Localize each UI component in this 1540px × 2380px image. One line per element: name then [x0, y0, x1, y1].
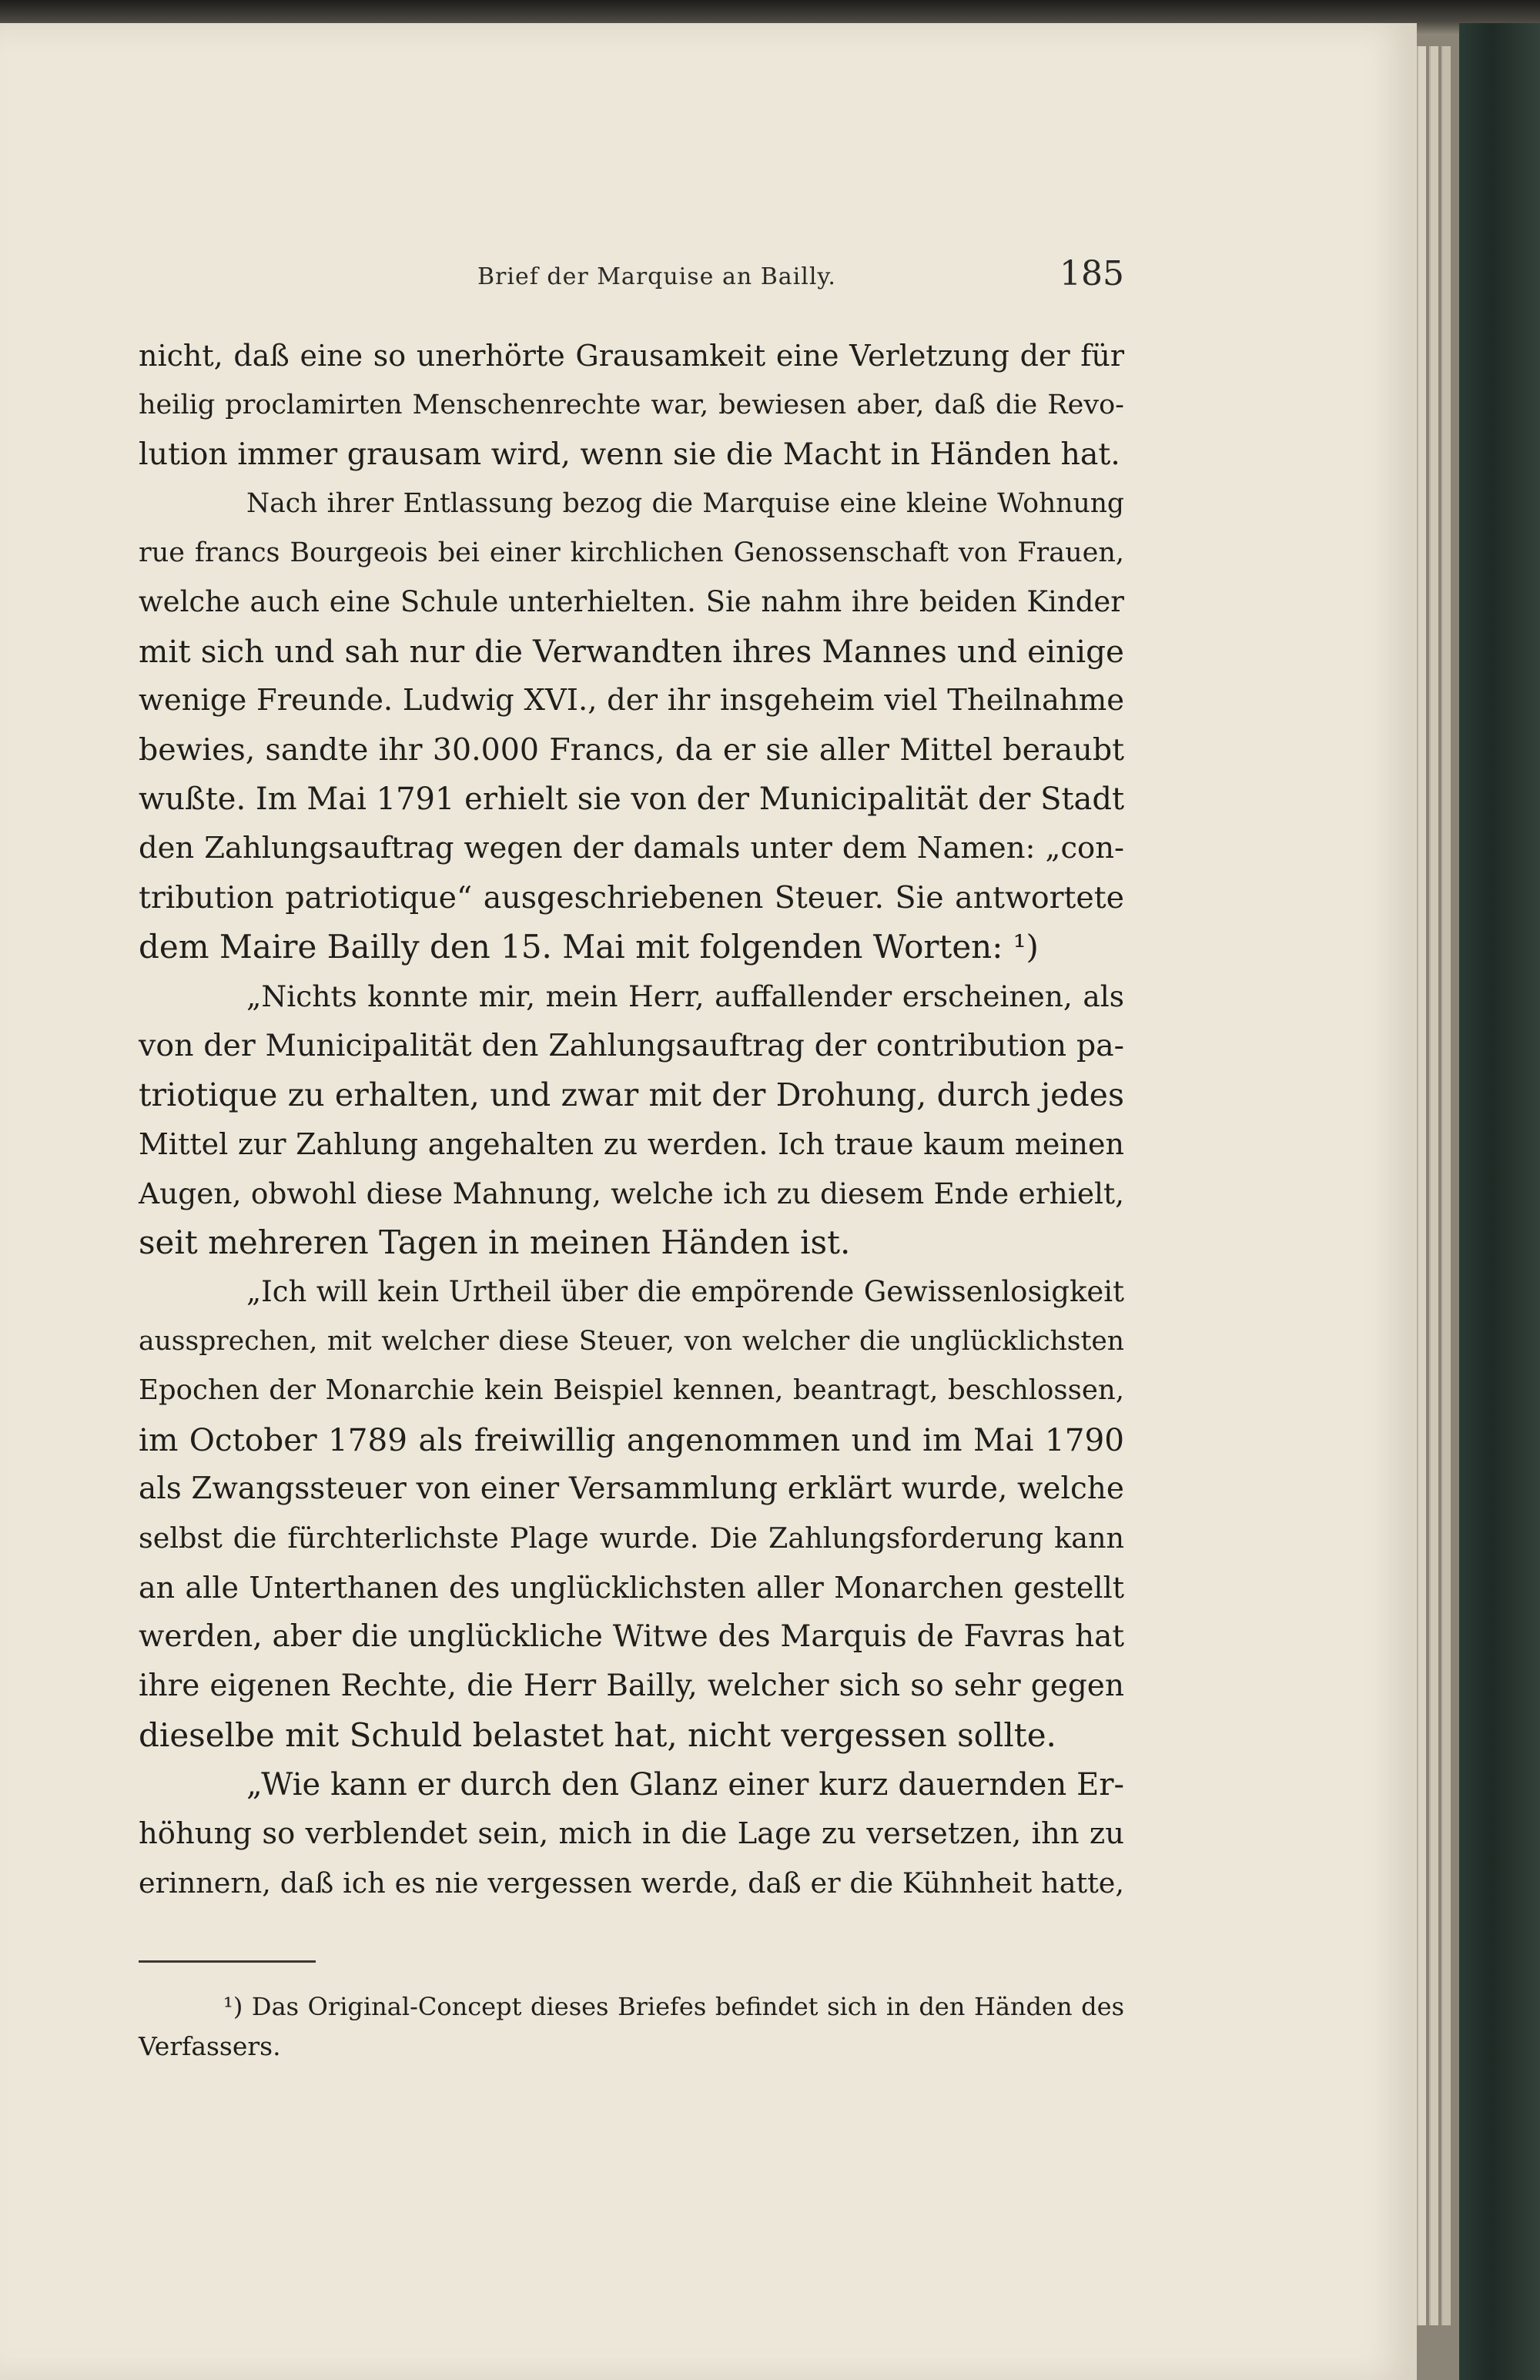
text-line: selbst die fürchterlichste Plage wurde. Die Zahlungsforderung kann: [139, 1521, 1124, 1555]
text-line: „Ich will kein Urtheil über die empörende Gewissenlosigkeit: [246, 1275, 1124, 1308]
text-line: dem Maire Bailly den 15. Mai mit folgenden Worten: ¹): [139, 928, 1039, 966]
text-line: „Wie kann er durch den Glanz einer kurz dauernden Er-: [246, 1767, 1124, 1803]
text-line: wußte. Im Mai 1791 erhielt sie von der Municipalität der Stadt: [139, 782, 1125, 817]
text-line: tribution patriotique“ ausgeschriebenen Steuer. Sie antwortete: [139, 880, 1124, 916]
text-line: Augen, obwohl diese Mahnung, welche ich zu diesem Ende erhielt,: [139, 1177, 1124, 1210]
page-edge: [1441, 46, 1451, 2325]
footnote-line: ¹) Das Original-Concept dieses Briefes befindet sich in den Händen des: [223, 1992, 1124, 2021]
footnote-line: Verfassers.: [139, 2031, 281, 2061]
page-edge: [1417, 46, 1426, 2325]
text-line: werden, aber die unglückliche Witwe des Marquis de Favras hat: [139, 1619, 1124, 1654]
text-line: den Zahlungsauftrag wegen der damals unter dem Namen: „con-: [139, 831, 1124, 865]
text-line: lution immer grausam wird, wenn sie die Macht in Händen hat.: [139, 437, 1120, 472]
text-line: höhung so verblendet sein, mich in die Lage zu versetzen, ihn zu: [139, 1816, 1124, 1851]
book-binding: [1459, 23, 1540, 2380]
text-line: heilig proclamirten Menschenrechte war, bewiesen aber, daß die Revo-: [139, 390, 1124, 420]
text-line: ihre eigenen Rechte, die Herr Bailly, welcher sich so sehr gegen: [139, 1669, 1124, 1703]
text-line: dieselbe mit Schuld belastet hat, nicht vergessen sollte.: [139, 1716, 1056, 1754]
text-line: nicht, daß eine so unerhörte Grausamkeit eine Verletzung der für: [139, 339, 1124, 373]
text-line: mit sich und sah nur die Verwandten ihres Mannes und einige: [139, 633, 1124, 670]
text-line: seit mehreren Tagen in meinen Händen ist.: [139, 1223, 851, 1261]
footnote-divider: [139, 1960, 316, 1963]
text-line: bewies, sandte ihr 30.000 Francs, da er sie aller Mittel beraubt: [139, 732, 1124, 768]
text-line: als Zwangssteuer von einer Versammlung erklärt wurde, welche: [139, 1471, 1124, 1506]
text-line: aussprechen, mit welcher diese Steuer, von welcher die unglücklichsten: [139, 1326, 1124, 1357]
text-line: Mittel zur Zahlung angehalten zu werden. Ich traue kaum meinen: [139, 1127, 1124, 1161]
running-head: Brief der Marquise an Bailly.: [477, 263, 836, 290]
text-line: „Nichts konnte mir, mein Herr, auffallender erscheinen, als: [246, 979, 1124, 1013]
text-line: wenige Freunde. Ludwig XVI., der ihr insgeheim viel Theilnahme: [139, 683, 1124, 718]
footnotes: [139, 1987, 1124, 2067]
text-line: Nach ihrer Entlassung bezog die Marquise eine kleine Wohnung: [246, 488, 1124, 519]
text-line: im October 1789 als freiwillig angenommen und im Mai 1790: [139, 1421, 1124, 1458]
text-line: rue francs Bourgeois bei einer kirchlichen Genossenschaft von Frauen,: [139, 537, 1124, 568]
text-line: Epochen der Monarchie kein Beispiel kennen, beantragt, beschlossen,: [139, 1374, 1124, 1406]
text-line: erinnern, daß ich es nie vergessen werde, daß er die Kühnheit hatte,: [139, 1866, 1124, 1900]
text-line: von der Municipalität den Zahlungsauftrag der contribution pa-: [139, 1028, 1124, 1063]
text-line: welche auch eine Schule unterhielten. Sie nahm ihre beiden Kinder: [139, 585, 1124, 618]
page-number: 185: [1060, 254, 1124, 293]
text-line: triotique zu erhalten, und zwar mit der Drohung, durch jedes: [139, 1076, 1124, 1113]
body-text: [139, 331, 1124, 1908]
page-header: [123, 254, 1124, 300]
page-edge: [1429, 46, 1438, 2325]
text-line: an alle Unterthanen des unglücklichsten aller Monarchen gestellt: [139, 1571, 1124, 1605]
